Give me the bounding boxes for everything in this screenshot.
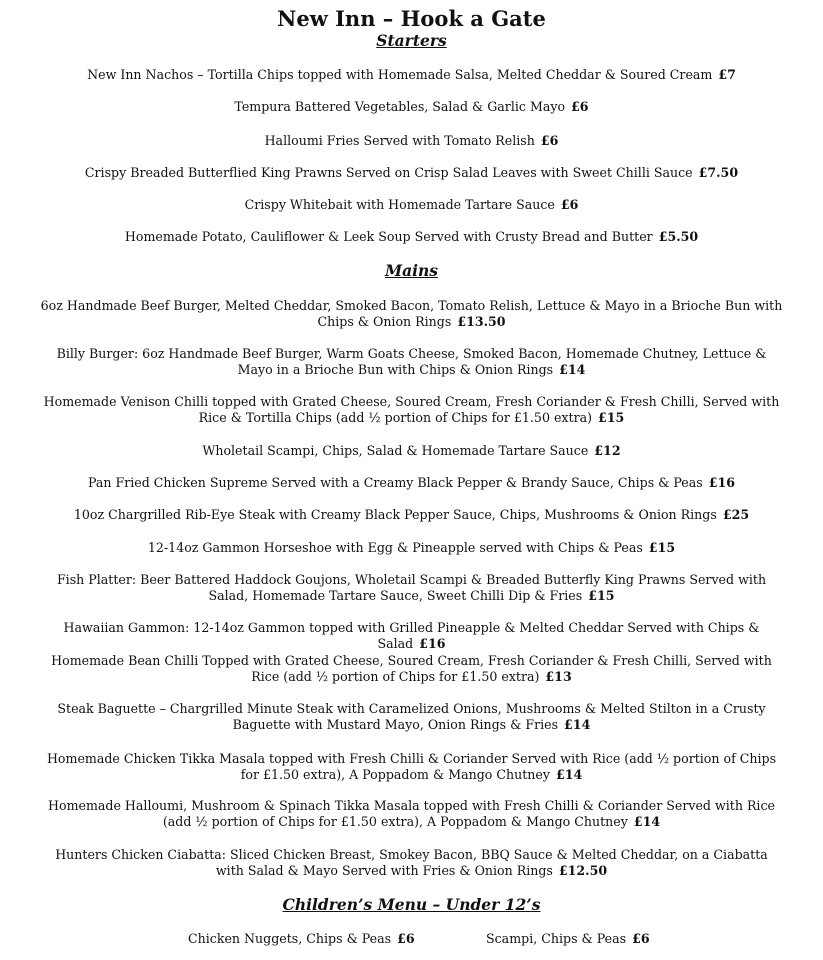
item-price: £6	[540, 133, 559, 148]
starter-item	[40, 99, 783, 115]
item-description: Homemade Potato, Cauliflower & Leek Soup Served with Crusty Bread and Butter	[124, 229, 653, 244]
starter-item	[40, 67, 783, 83]
item-price: £6	[632, 931, 650, 946]
item-description: Crispy Breaded Butterflied King Prawns Served on Crisp Salad Leaves with Sweet Chilli Sauce	[84, 165, 693, 180]
item-description: Pan Fried Chicken Supreme Served with a Creamy Black Pepper & Brandy Sauce, Chips & Peas	[87, 475, 703, 490]
item-description: 12-14oz Gammon Horseshoe with Egg & Pineapple served with Chips & Peas	[147, 540, 643, 555]
main-item	[40, 572, 783, 604]
item-description: Wholetail Scampi, Chips, Salad & Homemade Tartare Sauce	[202, 443, 589, 458]
item-price: £6	[571, 99, 589, 114]
main-item	[40, 701, 783, 733]
main-item	[40, 507, 783, 523]
item-price: £6	[560, 197, 579, 212]
item-description: Homemade Halloumi, Mushroom & Spinach Tikka Masala topped with Fresh Chilli & Coriander Served with Rice (add ½ portion of Chips for £1.50 extra), A Poppadom & Mango Chutney	[48, 798, 775, 829]
main-item	[40, 475, 783, 491]
main-item	[40, 751, 783, 783]
item-price: £16	[708, 475, 736, 490]
main-item	[40, 540, 783, 556]
starter-item	[40, 133, 783, 149]
item-price: £14	[555, 767, 583, 782]
starter-item	[40, 229, 783, 245]
item-description: Fish Platter: Beer Battered Haddock Goujons, Wholetail Scampi & Breaded Butterfly King Prawns Served with Salad, Homemade Tartare Sauce, Sweet Chilli Dip & Fries	[56, 572, 767, 603]
item-description: Scampi, Chips & Peas	[486, 931, 627, 946]
starters-heading: Starters	[376, 31, 447, 50]
main-item	[40, 394, 783, 426]
item-description: Hunters Chicken Ciabatta: Sliced Chicken Breast, Smokey Bacon, BBQ Sauce & Melted Cheddar, on a Ciabatta with Salad & Mayo Served with Fries & Onion Rings	[55, 847, 768, 878]
childrens-menu-heading: Children’s Menu – Under 12’s	[282, 895, 541, 914]
item-description: Crispy Whitebait with Homemade Tartare Sauce	[244, 197, 555, 212]
item-price: £6	[397, 931, 415, 946]
item-description: Halloumi Fries Served with Tomato Relish	[264, 133, 535, 148]
item-description: Billy Burger: 6oz Handmade Beef Burger, Warm Goats Cheese, Smoked Bacon, Homemade Chutney, Lettuce & Mayo in a Brioche Bun with Chips & Onion Rings	[56, 346, 767, 377]
main-item	[40, 346, 783, 378]
childrens-item	[486, 931, 650, 947]
item-description: Homemade Chicken Tikka Masala topped with Fresh Chilli & Coriander Served with Rice (add ½ portion of Chips for £1.50 extra), A Poppadom & Mango Chutney	[46, 751, 777, 782]
item-description: Homemade Bean Chilli Topped with Grated Cheese, Soured Cream, Fresh Coriander & Fresh Chilli, Served with Rice (add ½ portion of Chips for £1.50 extra)	[51, 653, 772, 684]
mains-heading: Mains	[384, 261, 439, 280]
item-description: Homemade Venison Chilli topped with Grated Cheese, Soured Cream, Fresh Coriander & Fresh Chilli, Served with Rice & Tortilla Chips (add ½ portion of Chips for £1.50 extra)	[43, 394, 780, 425]
main-item	[40, 620, 783, 652]
item-price: £14	[559, 362, 586, 377]
item-price: £13.50	[457, 314, 506, 329]
item-price: £14	[564, 717, 591, 732]
item-description: Tempura Battered Vegetables, Salad & Garlic Mayo	[234, 99, 566, 114]
item-description: Chicken Nuggets, Chips & Peas	[188, 931, 392, 946]
starter-item	[40, 197, 783, 213]
item-description: 6oz Handmade Beef Burger, Melted Cheddar, Smoked Bacon, Tomato Relish, Lettuce & Mayo in a Brioche Bun with Chips & Onion Rings	[40, 298, 783, 329]
item-price: £5.50	[658, 229, 699, 244]
item-price: £15	[588, 588, 615, 603]
main-item	[40, 653, 783, 685]
item-price: £12.50	[558, 863, 608, 878]
item-price: £13	[545, 669, 572, 684]
item-price: £12	[594, 443, 621, 458]
main-item	[40, 298, 783, 330]
item-price: £16	[419, 636, 446, 651]
item-price: £14	[633, 814, 661, 829]
item-price: £7	[718, 67, 736, 82]
starter-item	[40, 165, 783, 181]
item-price: £15	[598, 410, 625, 425]
main-item	[40, 798, 783, 830]
main-item	[40, 443, 783, 459]
item-description: 10oz Chargrilled Rib-Eye Steak with Creamy Black Pepper Sauce, Chips, Mushrooms & Onion Rings	[73, 507, 717, 522]
item-description: New Inn Nachos – Tortilla Chips topped with Homemade Salsa, Melted Cheddar & Soured Cream	[87, 67, 713, 82]
item-description: Steak Baguette – Chargrilled Minute Steak with Caramelized Onions, Mushrooms & Melted Stilton in a Crusty Baguette with Mustard Mayo, Onion Rings & Fries	[57, 701, 766, 732]
item-price: £7.50	[698, 165, 739, 180]
item-price: £25	[722, 507, 750, 522]
item-description: Hawaiian Gammon: 12-14oz Gammon topped with Grilled Pineapple & Melted Cheddar Served with Chips & Salad	[63, 620, 760, 651]
main-item	[40, 847, 783, 879]
item-price: £15	[648, 540, 676, 555]
childrens-item	[188, 931, 415, 947]
menu-title: New Inn – Hook a Gate	[277, 6, 546, 31]
